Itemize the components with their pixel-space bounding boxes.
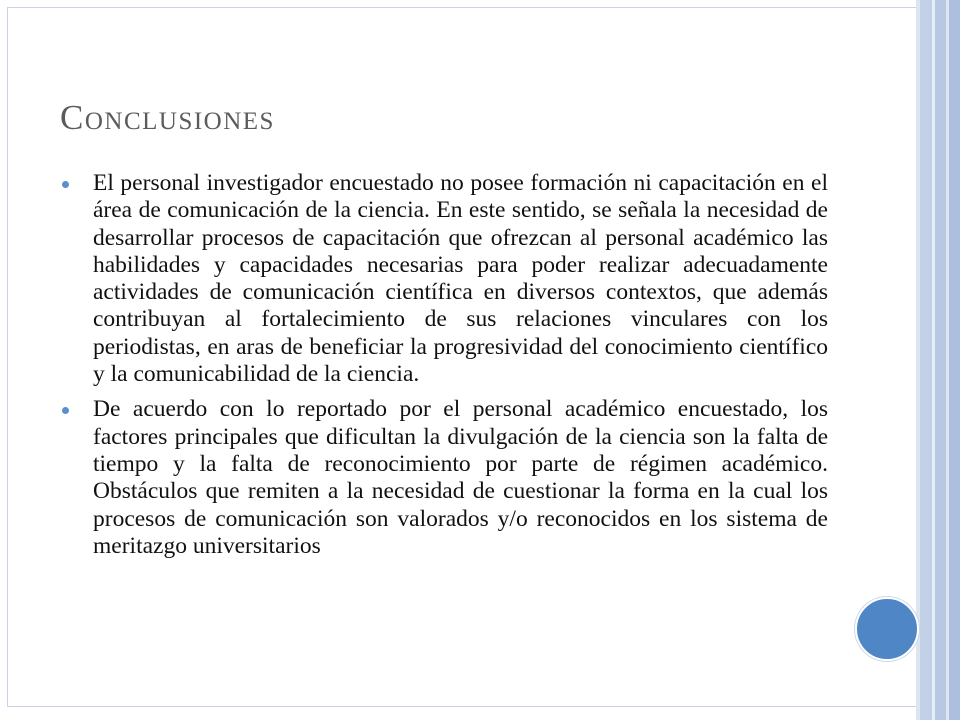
bullet-dot-icon — [62, 407, 69, 414]
bullet-list — [60, 170, 828, 568]
decorative-stripe — [935, 0, 946, 720]
decorative-stripe — [920, 0, 932, 720]
bullet-item — [60, 396, 828, 560]
bullet-item — [60, 170, 828, 388]
bullet-dot-icon — [62, 181, 69, 188]
slide-title: Conclusiones — [60, 98, 275, 137]
decorative-circle — [855, 597, 919, 661]
decorative-stripe — [949, 0, 960, 720]
bullet-text: El personal investigador encuestado no posee formación ni capacitación en el área de comunicación de la ciencia. En este sentido, se señala la necesidad de desarrollar procesos de capacitación que ofrezcan al personal académico las habilidades y capacidades necesarias para poder realizar adecuadamente actividades de comunicación científica en diversos contextos, que además contribuyan al fortalecimiento de sus relaciones vinculares con los periodistas, en aras de beneficiar la progresividad del conocimiento científico y la comunicabilidad de la ciencia. — [93, 170, 828, 388]
bullet-text: De acuerdo con lo reportado por el personal académico encuestado, los factores principales que dificultan la divulgación de la ciencia son la falta de tiempo y la falta de reconocimiento por parte de régimen académico. Obstáculos que remiten a la necesidad de cuestionar la forma en la cual los procesos de comunicación son valorados y/o reconocidos en los sistema de meritazgo universitarios — [93, 396, 828, 559]
